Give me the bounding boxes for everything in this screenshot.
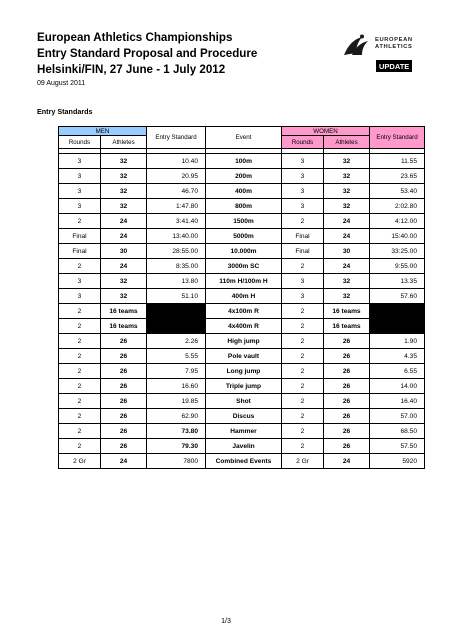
- men-athletes-cell: 24: [101, 454, 147, 469]
- men-standard-cell: 5.55: [147, 349, 206, 364]
- table-row: [59, 454, 425, 469]
- women-standard-cell: 57.50: [370, 439, 425, 454]
- men-athletes-cell: 24: [101, 229, 147, 244]
- document-date: 09 August 2011: [37, 80, 86, 87]
- women-standard-cell: 1.90: [370, 334, 425, 349]
- men-athletes-cell: 32: [101, 199, 147, 214]
- men-athletes-cell: 26: [101, 439, 147, 454]
- women-rounds-cell: 2: [282, 424, 324, 439]
- table-row: [59, 364, 425, 379]
- women-standard-cell: 57.60: [370, 289, 425, 304]
- event-cell: Javelin: [206, 439, 282, 454]
- women-athletes-cell: 16 teams: [324, 319, 370, 334]
- men-athletes-cell: 24: [101, 259, 147, 274]
- table-body: [59, 154, 425, 469]
- table-row: [59, 349, 425, 364]
- men-rounds-cell: 2: [59, 439, 101, 454]
- women-entry-standard-header: Entry Standard: [370, 127, 425, 149]
- men-standard-cell: 7.95: [147, 364, 206, 379]
- men-rounds-cell: 2: [59, 214, 101, 229]
- men-athletes-cell: 26: [101, 424, 147, 439]
- women-athletes-cell: 32: [324, 289, 370, 304]
- men-athletes-cell: 30: [101, 244, 147, 259]
- men-athletes-cell: 24: [101, 214, 147, 229]
- event-cell: 400m H: [206, 289, 282, 304]
- women-athletes-cell: 26: [324, 364, 370, 379]
- event-header: Event: [206, 127, 282, 149]
- event-cell: Triple jump: [206, 379, 282, 394]
- women-athletes-cell: 26: [324, 349, 370, 364]
- men-standard-cell: 20.95: [147, 169, 206, 184]
- table-row: [59, 439, 425, 454]
- women-standard-cell: 2:02.80: [370, 199, 425, 214]
- section-heading: Entry Standards: [37, 107, 93, 116]
- table-row: [59, 304, 425, 319]
- men-rounds-cell: 2: [59, 409, 101, 424]
- table-row: [59, 229, 425, 244]
- men-rounds-cell: 3: [59, 184, 101, 199]
- women-athletes-cell: 32: [324, 154, 370, 169]
- women-rounds-cell: Final: [282, 244, 324, 259]
- men-standard-cell: 3:41.40: [147, 214, 206, 229]
- event-cell: 110m H/100m H: [206, 274, 282, 289]
- event-cell: 100m: [206, 154, 282, 169]
- table-row: [59, 319, 425, 334]
- men-rounds-cell: 3: [59, 169, 101, 184]
- women-rounds-cell: 3: [282, 184, 324, 199]
- title-line-1: European Athletics Championships: [37, 31, 233, 44]
- event-cell: 200m: [206, 169, 282, 184]
- men-standard-cell: 7800: [147, 454, 206, 469]
- women-athletes-cell: 26: [324, 424, 370, 439]
- women-standard-cell: [370, 319, 425, 334]
- women-standard-cell: 13.35: [370, 274, 425, 289]
- women-athletes-cell: 26: [324, 409, 370, 424]
- men-standard-cell: 62.90: [147, 409, 206, 424]
- women-rounds-cell: 3: [282, 274, 324, 289]
- women-athletes-cell: 32: [324, 274, 370, 289]
- event-cell: Pole vault: [206, 349, 282, 364]
- table-row: [59, 409, 425, 424]
- event-cell: Long jump: [206, 364, 282, 379]
- event-cell: High jump: [206, 334, 282, 349]
- women-rounds-cell: 2: [282, 409, 324, 424]
- title-line-3: Helsinki/FIN, 27 June - 1 July 2012: [37, 63, 226, 76]
- women-rounds-cell: 2: [282, 394, 324, 409]
- page-number: 1/3: [221, 618, 231, 625]
- event-cell: Shot: [206, 394, 282, 409]
- men-athletes-cell: 32: [101, 289, 147, 304]
- women-rounds-cell: 3: [282, 289, 324, 304]
- women-standard-cell: 4:12.00: [370, 214, 425, 229]
- men-standard-cell: [147, 319, 206, 334]
- event-cell: 5000m: [206, 229, 282, 244]
- men-standard-cell: 16.60: [147, 379, 206, 394]
- women-rounds-cell: 2: [282, 214, 324, 229]
- men-standard-cell: 8:35.00: [147, 259, 206, 274]
- women-athletes-cell: 24: [324, 229, 370, 244]
- event-cell: Hammer: [206, 424, 282, 439]
- entry-standards-table: [58, 126, 425, 469]
- men-standard-cell: 79.30: [147, 439, 206, 454]
- men-rounds-cell: 3: [59, 274, 101, 289]
- men-rounds-cell: Final: [59, 244, 101, 259]
- table-row: [59, 184, 425, 199]
- women-standard-cell: 4.35: [370, 349, 425, 364]
- women-athletes-cell: 30: [324, 244, 370, 259]
- men-athletes-cell: 26: [101, 364, 147, 379]
- women-standard-cell: 11.55: [370, 154, 425, 169]
- men-standard-cell: 10.40: [147, 154, 206, 169]
- women-athletes-cell: 26: [324, 379, 370, 394]
- women-rounds-cell: 2: [282, 259, 324, 274]
- event-cell: 4x100m R: [206, 304, 282, 319]
- men-athletes-cell: 32: [101, 154, 147, 169]
- men-rounds-cell: 2: [59, 394, 101, 409]
- men-athletes-cell: 26: [101, 409, 147, 424]
- women-rounds-cell: 2: [282, 379, 324, 394]
- women-header: WOMEN: [282, 127, 370, 136]
- men-standard-cell: 13.80: [147, 274, 206, 289]
- women-athletes-cell: 24: [324, 214, 370, 229]
- event-cell: 4x400m R: [206, 319, 282, 334]
- men-rounds-cell: 3: [59, 199, 101, 214]
- men-athletes-cell: 32: [101, 169, 147, 184]
- men-standard-cell: 51.10: [147, 289, 206, 304]
- men-standard-cell: 73.80: [147, 424, 206, 439]
- men-rounds-cell: 2: [59, 319, 101, 334]
- men-rounds-header: Rounds: [59, 136, 101, 149]
- women-standard-cell: 6.55: [370, 364, 425, 379]
- women-rounds-cell: 3: [282, 169, 324, 184]
- women-standard-cell: 15:40.00: [370, 229, 425, 244]
- men-standard-cell: [147, 304, 206, 319]
- table-row: [59, 244, 425, 259]
- men-athletes-cell: 26: [101, 334, 147, 349]
- men-rounds-cell: 2 Gr: [59, 454, 101, 469]
- event-cell: 10.000m: [206, 244, 282, 259]
- event-cell: 400m: [206, 184, 282, 199]
- table-row: [59, 214, 425, 229]
- men-athletes-cell: 32: [101, 274, 147, 289]
- men-athletes-header: Athletes: [101, 136, 147, 149]
- women-standard-cell: [370, 304, 425, 319]
- table-row: [59, 199, 425, 214]
- men-athletes-cell: 26: [101, 349, 147, 364]
- event-cell: 800m: [206, 199, 282, 214]
- women-athletes-cell: 26: [324, 334, 370, 349]
- table-row: [59, 394, 425, 409]
- women-standard-cell: 5920: [370, 454, 425, 469]
- women-athletes-cell: 32: [324, 169, 370, 184]
- men-standard-cell: 13:40.00: [147, 229, 206, 244]
- women-standard-cell: 68.50: [370, 424, 425, 439]
- logo-wordmark: EUROPEAN ATHLETICS: [375, 37, 413, 51]
- women-rounds-cell: 3: [282, 154, 324, 169]
- women-rounds-cell: Final: [282, 229, 324, 244]
- women-rounds-cell: 2: [282, 304, 324, 319]
- table-row: [59, 274, 425, 289]
- women-rounds-cell: 2: [282, 349, 324, 364]
- men-header: MEN: [59, 127, 147, 136]
- document-title: [37, 30, 257, 78]
- men-rounds-cell: 3: [59, 289, 101, 304]
- men-rounds-cell: Final: [59, 229, 101, 244]
- event-cell: Discus: [206, 409, 282, 424]
- men-rounds-cell: 2: [59, 364, 101, 379]
- men-athletes-cell: 16 teams: [101, 304, 147, 319]
- event-cell: 3000m SC: [206, 259, 282, 274]
- table-row: [59, 154, 425, 169]
- table-row: [59, 424, 425, 439]
- women-standard-cell: 16.40: [370, 394, 425, 409]
- men-rounds-cell: 2: [59, 349, 101, 364]
- table-row: [59, 379, 425, 394]
- event-cell: 1500m: [206, 214, 282, 229]
- men-rounds-cell: 3: [59, 154, 101, 169]
- women-athletes-cell: 32: [324, 199, 370, 214]
- men-athletes-cell: 32: [101, 184, 147, 199]
- men-rounds-cell: 2: [59, 304, 101, 319]
- women-rounds-cell: 2: [282, 439, 324, 454]
- men-standard-cell: 19.85: [147, 394, 206, 409]
- women-standard-cell: 53.40: [370, 184, 425, 199]
- women-standard-cell: 9:55.00: [370, 259, 425, 274]
- women-athletes-cell: 24: [324, 454, 370, 469]
- women-standard-cell: 57.00: [370, 409, 425, 424]
- men-standard-cell: 28:55.00: [147, 244, 206, 259]
- event-cell: Combined Events: [206, 454, 282, 469]
- women-rounds-cell: 2 Gr: [282, 454, 324, 469]
- table-row: [59, 259, 425, 274]
- men-standard-cell: 1:47.80: [147, 199, 206, 214]
- women-rounds-cell: 3: [282, 199, 324, 214]
- women-athletes-cell: 24: [324, 259, 370, 274]
- women-athletes-cell: 26: [324, 394, 370, 409]
- men-athletes-cell: 16 teams: [101, 319, 147, 334]
- men-standard-cell: 2.26: [147, 334, 206, 349]
- women-athletes-header: Athletes: [324, 136, 370, 149]
- women-standard-cell: 14.00: [370, 379, 425, 394]
- table-row: [59, 169, 425, 184]
- men-athletes-cell: 26: [101, 394, 147, 409]
- title-line-2: Entry Standard Proposal and Procedure: [37, 47, 258, 60]
- women-rounds-cell: 2: [282, 319, 324, 334]
- men-entry-standard-header: Entry Standard: [147, 127, 206, 149]
- men-rounds-cell: 2: [59, 424, 101, 439]
- men-rounds-cell: 2: [59, 259, 101, 274]
- women-athletes-cell: 16 teams: [324, 304, 370, 319]
- women-rounds-cell: 2: [282, 334, 324, 349]
- table-row: [59, 334, 425, 349]
- women-athletes-cell: 26: [324, 439, 370, 454]
- men-rounds-cell: 2: [59, 334, 101, 349]
- men-rounds-cell: 2: [59, 379, 101, 394]
- men-athletes-cell: 26: [101, 379, 147, 394]
- table-row: [59, 289, 425, 304]
- update-badge: UPDATE: [376, 60, 412, 72]
- women-rounds-cell: 2: [282, 364, 324, 379]
- women-standard-cell: 33:25.00: [370, 244, 425, 259]
- women-standard-cell: 23.65: [370, 169, 425, 184]
- women-rounds-header: Rounds: [282, 136, 324, 149]
- men-standard-cell: 46.70: [147, 184, 206, 199]
- women-athletes-cell: 32: [324, 184, 370, 199]
